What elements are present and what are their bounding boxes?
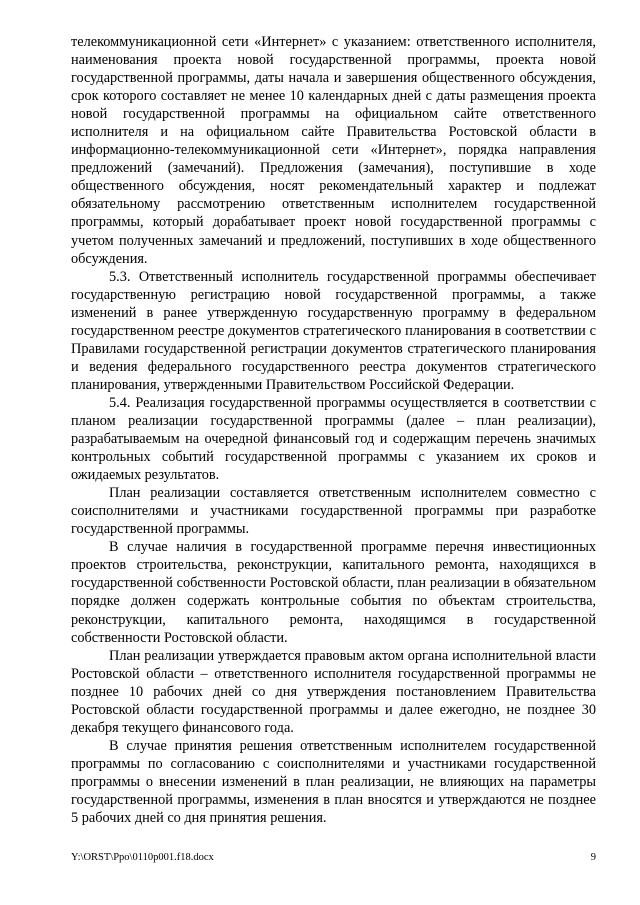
paragraph-plan-changes: В случае принятия решения ответственным исполнителем государственной программы по согласованию с соисполнителями и участниками государственной программы о внесении изменений в план реализации, не влияющих на параметры государственной программы, изменения в план вносятся и утверждаются не позднее 5 рабочих дней со дня принятия решения.: [71, 737, 596, 827]
page-number: 9: [590, 852, 596, 863]
document-body: [71, 33, 596, 827]
paragraph-5-3: 5.3. Ответственный исполнитель государственной программы обеспечивает государственную регистрацию новой государственной программы, а также изменений в ранее утвержденную государственную программу в федеральном государственном реестре документов стратегического планирования в соответствии с Правилами государственной регистрации документов стратегического планирования и ведения федерального государственного реестра документов стратегического планирования, утвержденными Правительством Российской Федерации.: [71, 268, 596, 393]
paragraph-plan-preparation: План реализации составляется ответственным исполнителем совместно с соисполнителями и участниками государственной программы при разработке государственной программы.: [71, 485, 596, 538]
paragraph-continuation: телекоммуникационной сети «Интернет» с указанием: ответственного исполнителя, наименования проекта новой государственной программы, проекта новой государственной программы, даты начала и завершения общественного обсуждения, срок которого составляет не менее 10 календарных дней с даты размещения проекта новой государственной программы на официальном сайте ответственного исполнителя и на официальном сайте Правительства Ростовской области в информационно-телекоммуникационной сети «Интернет», порядка направления предложений (замечаний). Предложения (замечания), поступившие в ходе общественного обсуждения, носят рекомендательный характер и подлежат обязательному рассмотрению ответственным исполнителем государственной программы, который дорабатывает проект новой государственной программы с учетом полученных замечаний и предложений, поступивших в ходе общественного обсуждения.: [71, 34, 596, 267]
paragraph-plan-approval: План реализации утверждается правовым актом органа исполнительной власти Ростовской области – ответственного исполнителя государственной программы не позднее 10 рабочих дней со дня утверждения постановлением Правительства Ростовской области государственной программы и далее ежегодно, не позднее 30 декабря текущего финансового года.: [71, 647, 596, 736]
footer-file-path: Y:\ORST\Ppo\0110p001.f18.docx: [71, 852, 214, 863]
paragraph-5-4: 5.4. Реализация государственной программы осуществляется в соответствии с планом реализации государственной программы (далее – план реализации), разрабатываемым на очередной финансовый год и содержащим перечень значимых контрольных событий государственной программы с указанием их сроков и ожидаемых результатов.: [71, 394, 596, 484]
paragraph-investment-projects: В случае наличия в государственной программе перечня инвестиционных проектов строительства, реконструкции, капитального ремонта, находящихся в государственной собственности Ростовской области, план реализации в обязательном порядке должен содержать контрольные события по объектам строительства, реконструкции, капитального ремонта, находящимся в государственной собственности Ростовской области.: [71, 539, 596, 646]
